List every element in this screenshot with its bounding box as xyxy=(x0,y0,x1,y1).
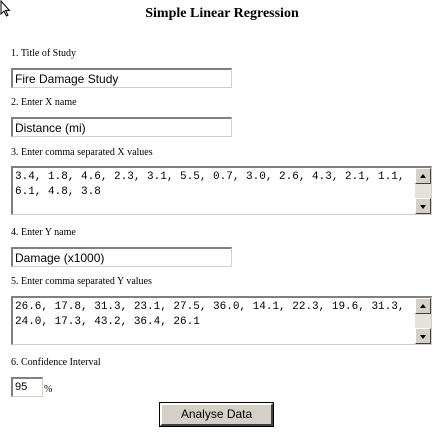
y-values-scrollbar[interactable] xyxy=(415,298,431,344)
x-values-label: 3. Enter comma separated X values xyxy=(11,147,153,158)
x-values-scrollbar[interactable] xyxy=(415,168,431,214)
x-values-textarea[interactable] xyxy=(11,166,432,215)
confidence-interval-label: 6. Confidence Interval xyxy=(11,357,101,368)
confidence-interval-field[interactable]: 95 xyxy=(11,377,43,397)
y-name-label: 4. Enter Y name xyxy=(11,227,76,238)
y-values-textarea[interactable] xyxy=(11,296,432,345)
x-values-scroll-down-button[interactable] xyxy=(415,198,431,214)
y-values-text: 26.6, 17.8, 31.3, 23.1, 27.5, 36.0, 14.1, 22.3, 19.6, 31.3, 24.0, 17.3, 43.2, 36.4, 26.1 xyxy=(15,301,405,328)
x-name-field[interactable]: Distance (mi) xyxy=(11,117,232,137)
study-title-field[interactable]: Fire Damage Study xyxy=(11,68,232,88)
y-name-field[interactable]: Damage (x1000) xyxy=(11,247,232,267)
y-values-scroll-down-button[interactable] xyxy=(415,328,431,344)
scroll-down-arrow-icon xyxy=(420,335,426,339)
scroll-up-arrow-icon xyxy=(420,304,426,308)
x-values-scroll-up-button[interactable] xyxy=(415,168,431,184)
x-values-text: 3.4, 1.8, 4.6, 2.3, 3.1, 5.5, 0.7, 3.0, 2.6, 4.3, 2.1, 1.1, 6.1, 4.8, 3.8 xyxy=(15,171,405,198)
y-values-scroll-up-button[interactable] xyxy=(415,298,431,314)
analyse-data-button[interactable]: Analyse Data xyxy=(160,403,273,426)
page-title: Simple Linear Regression xyxy=(145,6,299,21)
study-title-label: 1. Title of Study xyxy=(11,48,77,59)
scroll-up-arrow-icon xyxy=(420,174,426,178)
x-name-label: 2. Enter X name xyxy=(11,97,77,108)
y-values-label: 5. Enter comma separated Y values xyxy=(11,276,152,287)
scroll-down-arrow-icon xyxy=(420,205,426,209)
percent-sign: % xyxy=(44,384,53,395)
